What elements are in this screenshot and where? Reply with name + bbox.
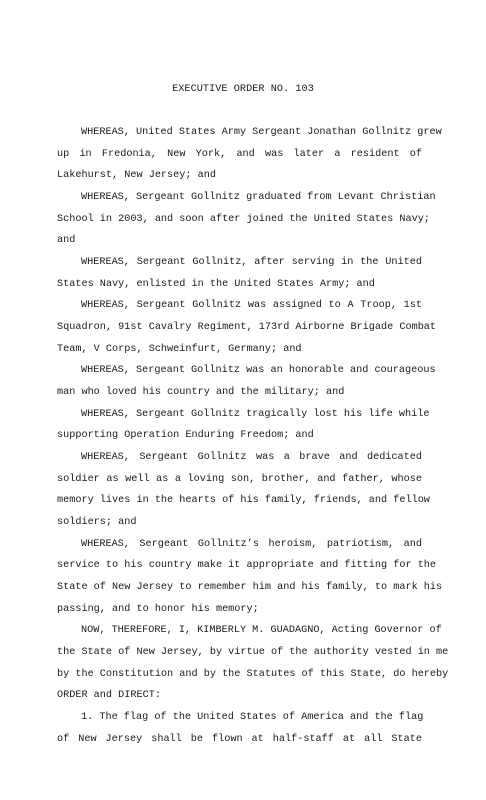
text-line: States Navy, enlisted in the United States Army; and — [57, 279, 375, 290]
text-line: up in Fredonia, New York, and was later a resident of — [57, 149, 422, 160]
text-line: of New Jersey shall be flown at half-staff at all State — [57, 734, 422, 745]
text-line: WHEREAS, Sergeant Gollnitz was an honorable and courageous — [81, 365, 436, 376]
text-line: and — [57, 235, 76, 246]
text-line: School in 2003, and soon after joined the United States Navy; — [57, 214, 430, 225]
text-line: Squadron, 91st Cavalry Regiment, 173rd Airborne Brigade Combat — [57, 322, 437, 333]
page-title: EXECUTIVE ORDER NO. 103 — [172, 84, 314, 95]
text-line: State of New Jersey to remember him and his family, to mark his — [57, 582, 443, 593]
text-line: WHEREAS, Sergeant Gollnitz’s heroism, patriotism, and — [81, 539, 422, 550]
text-line: WHEREAS, Sergeant Gollnitz graduated from Levant Christian — [81, 192, 436, 203]
text-line: WHEREAS, Sergeant Gollnitz was assigned to A Troop, 1st — [81, 300, 422, 311]
text-line: memory lives in the hearts of his family, friends, and fellow — [57, 495, 430, 506]
text-line: service to his country make it appropriate and fitting for the — [57, 560, 437, 571]
text-line: WHEREAS, Sergeant Gollnitz, after serving in the United — [81, 257, 422, 268]
text-line: man who loved his country and the military; and — [57, 387, 345, 398]
text-line: the State of New Jersey, by virtue of the authority vested in me — [57, 647, 449, 658]
text-line: passing, and to honor his memory; — [57, 604, 259, 615]
text-line: 1. The flag of the United States of America and the flag — [81, 712, 424, 723]
text-line: Lakehurst, New Jersey; and — [57, 170, 216, 181]
text-line: WHEREAS, Sergeant Gollnitz was a brave and dedicated — [81, 452, 422, 463]
text-line: WHEREAS, United States Army Sergeant Jonathan Gollnitz grew — [81, 127, 442, 138]
text-line: supporting Operation Enduring Freedom; and — [57, 430, 314, 441]
text-line: soldier as well as a loving son, brother, and father, whose — [57, 474, 422, 485]
text-line: soldiers; and — [57, 517, 137, 528]
text-line: ORDER and DIRECT: — [57, 690, 161, 701]
text-line: by the Constitution and by the Statutes of this State, do hereby — [57, 669, 449, 680]
text-line: WHEREAS, Sergeant Gollnitz tragically lost his life while — [81, 409, 430, 420]
text-line: Team, V Corps, Schweinfurt, Germany; and — [57, 344, 302, 355]
text-line: NOW, THEREFORE, I, KIMBERLY M. GUADAGNO, Acting Governor of — [81, 625, 442, 636]
